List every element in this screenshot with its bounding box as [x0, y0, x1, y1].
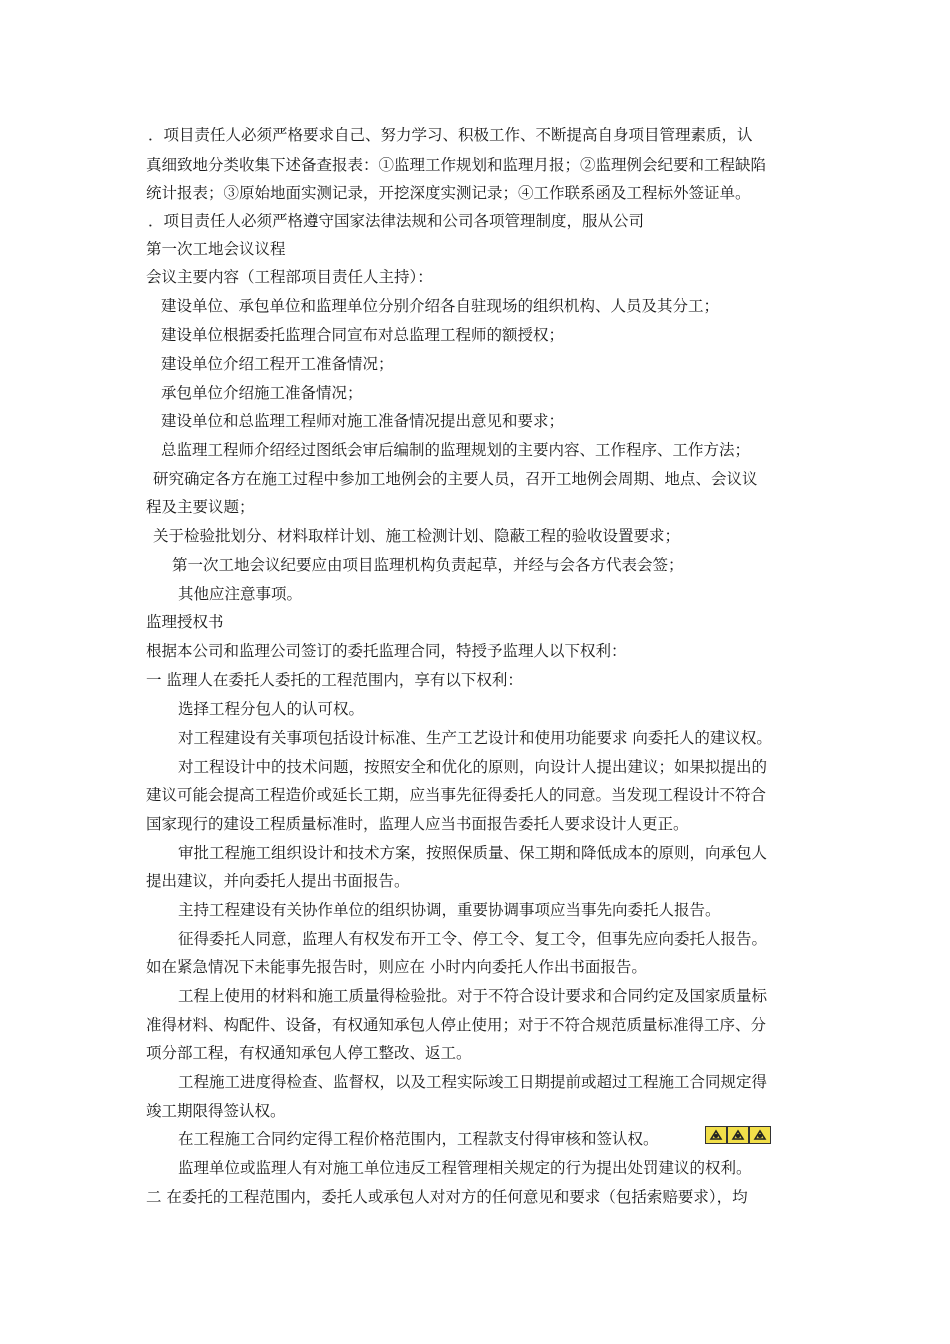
stamp-icon [727, 1126, 749, 1144]
text-line: 真细致地分类收集下述备查报表：①监理工作规划和监理月报；②监理例会纪要和工程缺陷 [146, 156, 767, 174]
text-line: 一 监理人在委托人委托的工程范围内，享有以下权利： [146, 671, 523, 689]
text-line: 竣工期限得签认权。 [146, 1102, 286, 1120]
list-item: 总监理工程师介绍经过图纸会审后编制的监理规划的主要内容、工作程序、工作方法； [161, 441, 751, 459]
text-line: ．项目责任人必须严格要求自己、努力学习、积极工作、不断提高自身项目管理素质，认 [148, 126, 753, 144]
list-item: 其他应注意事项。 [178, 585, 303, 603]
stamp-icon [705, 1126, 727, 1144]
list-item: 在工程施工合同约定得工程价格范围内，工程款支付得审核和签认权。 [178, 1130, 659, 1148]
list-item: 关于检验批划分、材料取样计划、施工检测计划、隐蔽工程的验收设置要求； [153, 527, 681, 545]
list-item: 选择工程分包人的认可权。 [178, 700, 365, 718]
text-line: 项分部工程，有权通知承包人停工整改、返工。 [146, 1044, 472, 1062]
text-line: 根据本公司和监理公司签订的委托监理合同，特授予监理人以下权利： [146, 642, 627, 660]
text-line: 如在紧急情况下未能事先报告时，则应在 小时内向委托人作出书面报告。 [146, 958, 647, 976]
stamp-icon [749, 1126, 771, 1144]
text-line: 程及主要议题； [146, 498, 255, 516]
text-line: 建议可能会提高工程造价或延长工期，应当事先征得委托人的同意。当发现工程设计不符合 [146, 786, 767, 804]
list-item: 建设单位、承包单位和监理单位分别介绍各自驻现场的组织机构、人员及其分工； [161, 297, 720, 315]
list-item: 承包单位介绍施工准备情况； [161, 384, 363, 402]
text-line: 准得材料、构配件、设备，有权通知承包人停止使用；对于不符合规范质量标准得工序、分 [146, 1016, 767, 1034]
section-heading: 监理授权书 [146, 613, 224, 631]
list-item: 监理单位或监理人有对施工单位违反工程管理相关规定的行为提出处罚建议的权利。 [178, 1159, 752, 1177]
list-item: 研究确定各方在施工过程中参加工地例会的主要人员，召开工地例会周期、地点、会议议 [153, 470, 758, 488]
text-line: 二 在委托的工程范围内，委托人或承包人对对方的任何意见和要求（包括索赔要求），均 [146, 1188, 748, 1206]
list-item: 征得委托人同意，监理人有权发布开工令、停工令、复工令，但事先应向委托人报告。 [178, 930, 768, 948]
text-line: ．项目责任人必须严格遵守国家法律法规和公司各项管理制度，服从公司 [148, 212, 645, 230]
list-item: 主持工程建设有关协作单位的组织协调，重要协调事项应当事先向委托人报告。 [178, 901, 721, 919]
list-item: 工程施工进度得检查、监督权，以及工程实际竣工日期提前或超过工程施工合同规定得 [178, 1073, 768, 1091]
list-item: 第一次工地会议纪要应由项目监理机构负责起草，并经与会各方代表会签； [172, 556, 684, 574]
text-line: 提出建议，并向委托人提出书面报告。 [146, 872, 410, 890]
list-item: 建设单位和总监理工程师对施工准备情况提出意见和要求； [161, 412, 565, 430]
stamp-icon-group [705, 1126, 771, 1144]
list-item: 建设单位根据委托监理合同宣布对总监理工程师的额授权； [161, 326, 565, 344]
list-item: 建设单位介绍工程开工准备情况； [161, 355, 394, 373]
list-item: 审批工程施工组织设计和技术方案，按照保质量、保工期和降低成本的原则，向承包人 [178, 844, 768, 862]
list-item: 对工程建设有关事项包括设计标准、生产工艺设计和使用功能要求 向委托人的建议权。 [178, 729, 772, 747]
list-item: 对工程设计中的技术问题，按照安全和优化的原则，向设计人提出建议；如果拟提出的 [178, 758, 768, 776]
list-item: 工程上使用的材料和施工质量得检验批。对于不符合设计要求和合同约定及国家质量标 [178, 987, 768, 1005]
text-line: 会议主要内容（工程部项目责任人主持）： [146, 268, 433, 286]
text-line: 国家现行的建设工程质量标准时，监理人应当书面报告委托人要求设计人更正。 [146, 815, 689, 833]
text-line: 统计报表；③原始地面实测记录，开挖深度实测记录；④工作联系函及工程标外签证单。 [146, 184, 751, 202]
section-heading: 第一次工地会议议程 [146, 240, 286, 258]
